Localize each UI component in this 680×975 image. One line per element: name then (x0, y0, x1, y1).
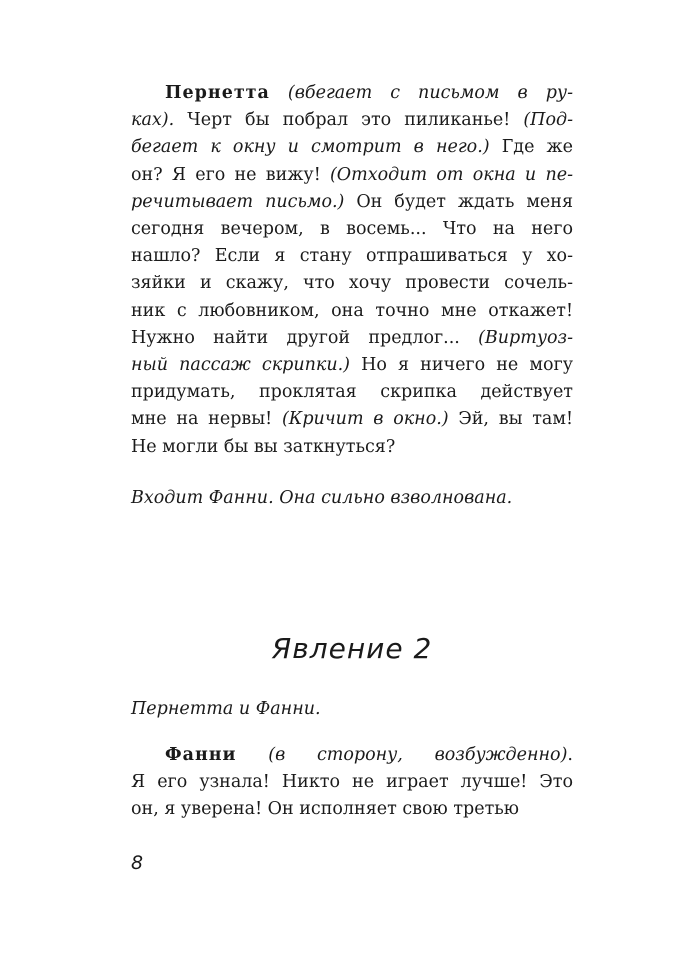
text-line (131, 434, 573, 461)
stage-direction-inline: (Кричит в окно.) (281, 409, 449, 430)
text-line (131, 189, 573, 216)
stage-direction-inline: (Виртуоз- (478, 327, 573, 348)
stage-direction-inline: бегает к окну и смотрит в него.) (131, 137, 490, 158)
dialogue-text: сегодня вечером, в восемь... Что на него (131, 219, 573, 240)
speaker-name: Фанни (165, 745, 237, 765)
dialogue-text: зяйки и скажу, что хочу провести сочель- (131, 273, 573, 294)
dialogue-text: мне на нервы! (131, 409, 282, 430)
stage-direction-inline: (в сторону, возбужденно) (236, 745, 568, 765)
dialogue-text: Он будет ждать меня (344, 191, 573, 212)
stage-direction-inline: (Под- (523, 110, 573, 131)
page-number: 8 (131, 852, 144, 874)
paragraph-fanny (131, 742, 573, 824)
dialogue-text: Но я ничего не могу (350, 355, 573, 376)
dialogue-text: Где же (489, 137, 573, 158)
text-line (131, 134, 573, 161)
text-line (131, 352, 573, 379)
text-line (131, 270, 573, 297)
text-line (131, 243, 573, 270)
text-line (131, 796, 573, 823)
text-line (131, 325, 573, 352)
dialogue-text: Черт бы побрал это пиликанье! (174, 110, 524, 131)
text-line (131, 298, 573, 325)
dialogue-text: Не могли бы вы заткнуться? (131, 436, 396, 457)
dialogue-text: . (567, 745, 573, 765)
text-line (131, 769, 573, 796)
page-body (131, 80, 573, 820)
scene-heading: Явление 2 (271, 632, 433, 665)
stage-direction-inline: (вбегает с письмом в ру- (269, 83, 573, 103)
dialogue-text: Я его узнала! Никто не играет лучше! Это (131, 772, 573, 793)
text-line (131, 80, 573, 107)
text-line (131, 216, 573, 243)
text-line (131, 107, 573, 134)
paragraph-pernetta (131, 80, 573, 461)
stage-direction-characters: Пернетта и Фанни. (131, 699, 321, 719)
text-line (131, 742, 573, 769)
dialogue-text: Нужно найти другой предлог... (131, 327, 479, 348)
dialogue-text: придумать, проклятая скрипка действует (131, 382, 573, 403)
stage-direction-inline: речитывает письмо.) (131, 191, 345, 212)
dialogue-text: он, я уверена! Он исполняет свою третью (131, 799, 520, 820)
text-line (131, 379, 573, 406)
dialogue-text: он? Я его не вижу! (131, 164, 330, 185)
text-line (131, 406, 573, 433)
dialogue-text: нашло? Если я стану отпрашиваться у хо- (131, 246, 573, 267)
dialogue-text: ник с любовником, она точно мне откажет! (131, 300, 573, 321)
stage-direction-enter-fanny: Входит Фанни. Она сильно взволнована. (131, 487, 513, 508)
text-line (131, 162, 573, 189)
stage-direction-inline: ный пассаж скрипки.) (131, 355, 351, 376)
stage-direction-inline: ках). (131, 110, 175, 131)
speaker-name: Пернетта (165, 83, 270, 103)
dialogue-text: Эй, вы там! (448, 409, 573, 430)
stage-direction-inline: (Отходит от окна и пе- (329, 164, 573, 185)
